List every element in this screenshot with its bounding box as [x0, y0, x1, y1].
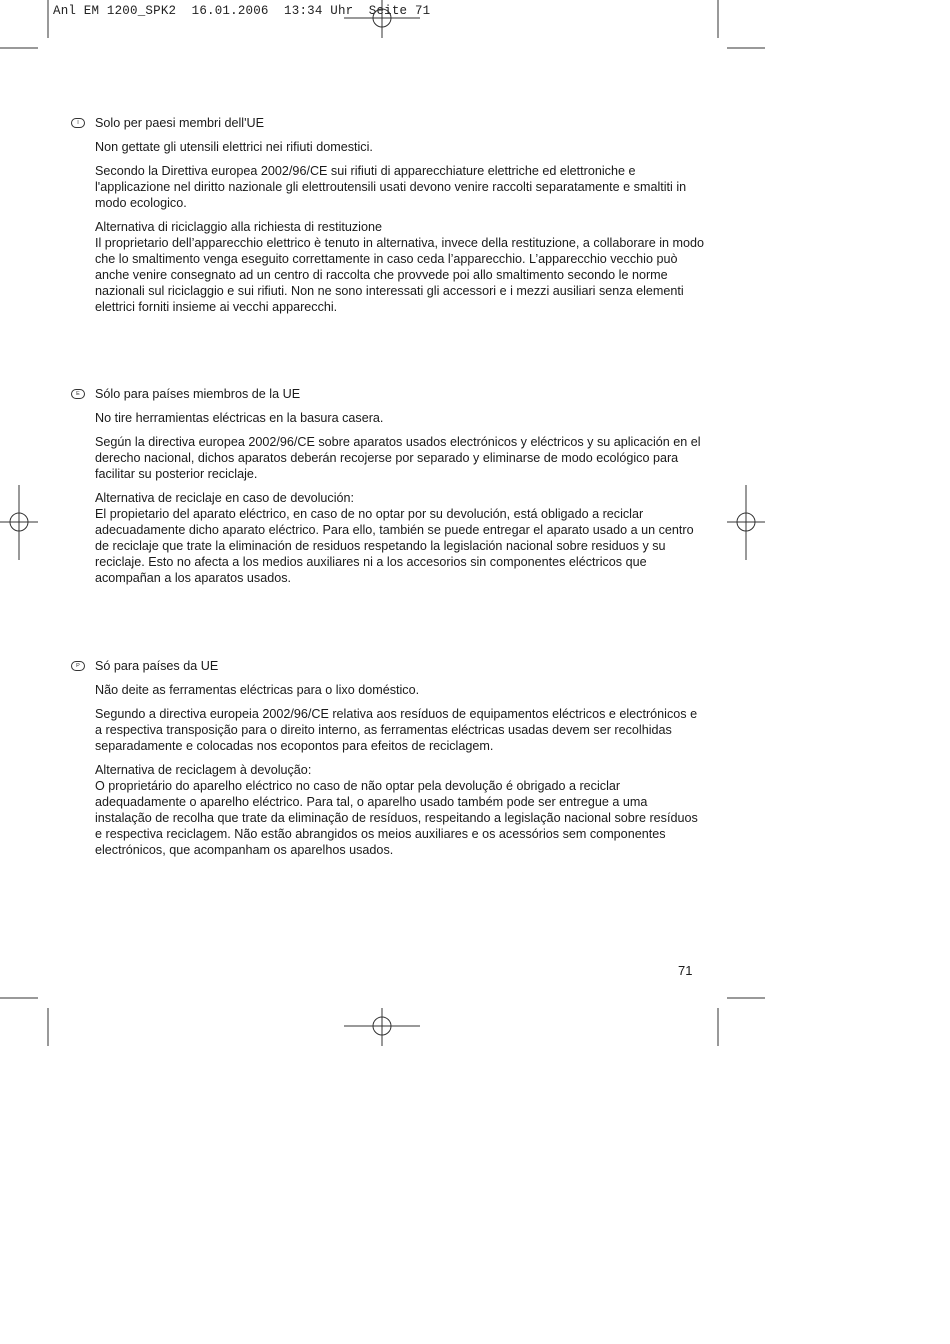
directive-text: Según la directiva europea 2002/96/CE sobre aparatos usados electrónicos y eléctricos y su aplicación en el derecho nacional, dichos aparatos deberán recojerse por separado y eliminarse de modo ecológico para facilitar su posterior reciclaje.: [95, 435, 701, 481]
page-number: 71: [678, 963, 693, 978]
alternative-text: Il proprietario dell’apparecchio elettrico è tenuto in alternativa, invece della restituzione, a collaborare in modo che lo smaltimento venga eseguito correttamente in caso ceda l’apparecchio. L’apparecchio vecchio può anche venire consegnato ad un centro di raccolta che provvede poi allo smaltimento secondo le norme nazionali sul riciclaggio e sui rifiuti. Non ne sono interessati gli accessori e i mezzi ausiliari senza elementi elettrici forniti insieme ai vecchi apparecchi.: [95, 236, 705, 314]
section-italian: [77, 115, 705, 315]
alternative-title: Alternativa de reciclagem à devolução:: [95, 763, 312, 777]
alternative-text: O proprietário do aparelho eléctrico no caso de não optar pela devolução é obrigado a reciclar adequadamente o aparelho eléctrico. Para tal, o aparelho usado também pode ser entregue a uma instalação de recolha que trate da eliminação de resíduos, respeitando a legislação nacional sobre resíduos e respectiva reciclagem. Não estão abrangidos os meios auxiliares e os acessórios sem componentes electrónicos, que acompanham os aparelhos usados.: [95, 779, 698, 857]
language-badge: P: [71, 661, 85, 671]
directive-text: Segundo a directiva europeia 2002/96/CE relativa aos resíduos de equipamentos eléctricos e electrónicos e a respectiva transposição para o direito interno, as ferramentas eléctricas usadas devem ser recolhidas separadamente e colocadas nos ecopontos para efeitos de reciclagem.: [95, 707, 698, 753]
alternative-block: [95, 219, 705, 315]
alternative-block: [95, 762, 705, 858]
alternative-title: Alternativa di riciclaggio alla richiesta di restituzione: [95, 220, 382, 234]
warning-text: Non gettate gli utensili elettrici nei rifiuti domestici.: [95, 140, 373, 154]
alternative-block: [95, 490, 705, 586]
warning-text: No tire herramientas eléctricas en la basura casera.: [95, 411, 384, 425]
warning-text: Não deite as ferramentas eléctricas para o lixo doméstico.: [95, 683, 420, 697]
alternative-text: El propietario del aparato eléctrico, en caso de no optar por su devolución, está obligado a reciclar adecuadamente dicho aparato eléctrico. Para ello, también se puede entregar el aparato usado a un centro de reciclaje que trate la eliminación de residuos respetando la legislación nacional sobre residuos y su reciclaje. Esto no afecta a los medios auxiliares ni a los accesorios sin componentes eléctricos que acompañan a los aparatos usados.: [95, 507, 694, 585]
section-spanish: [76, 386, 705, 586]
section-portuguese: [76, 658, 705, 858]
print-slug: Anl EM 1200_SPK2 16.01.2006 13:34 Uhr Seite 71: [53, 4, 431, 18]
directive-text: Secondo la Direttiva europea 2002/96/CE sui rifiuti di apparecchiature elettriche ed elettroniche e l'applicazione nel diritto nazionale gli elettroutensili usati devono venire raccolti separatamente e smaltiti in modo ecologico.: [95, 164, 687, 210]
section-heading: Só para países da UE: [95, 659, 219, 673]
language-badge: I: [71, 118, 85, 128]
alternative-title: Alternativa de reciclaje en caso de devolución:: [95, 491, 355, 505]
section-heading: Solo per paesi membri dell'UE: [95, 116, 264, 130]
section-heading: Sólo para países miembros de la UE: [95, 387, 301, 401]
language-badge: E: [71, 389, 85, 399]
